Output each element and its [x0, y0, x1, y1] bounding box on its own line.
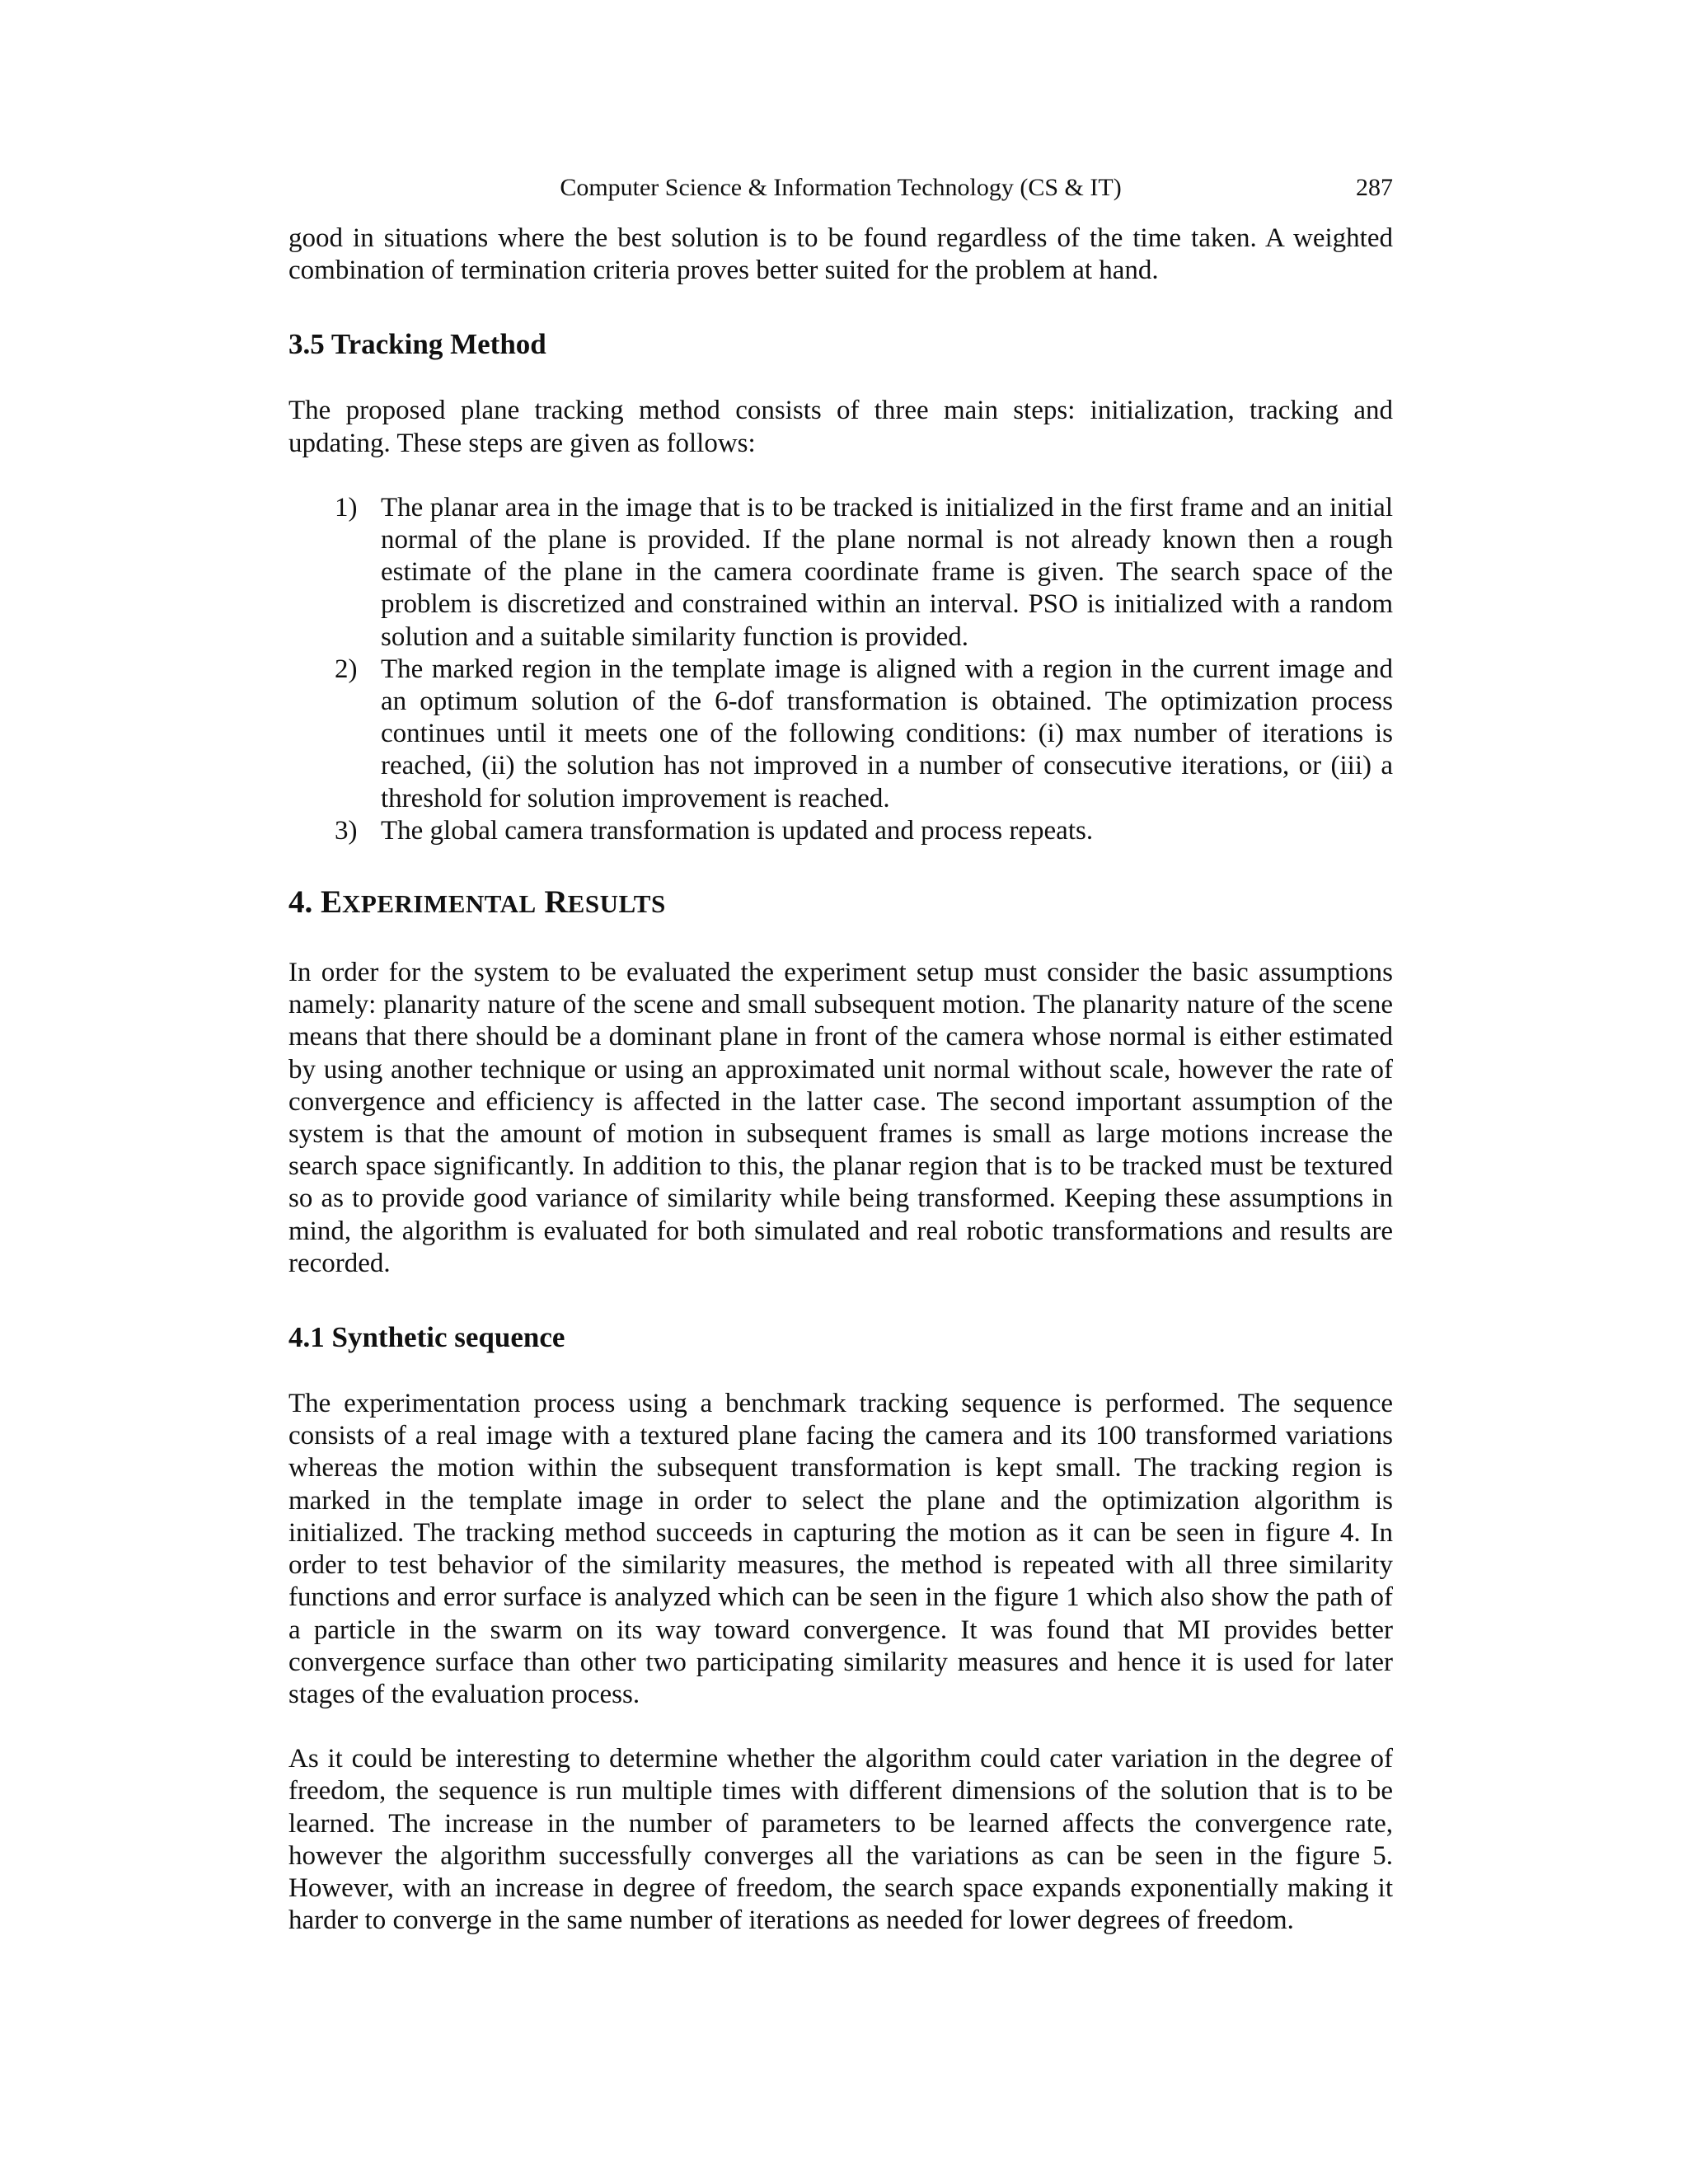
list-item [288, 492, 1393, 654]
list-item-number: 3) [335, 815, 358, 846]
section-4-heading [288, 882, 1393, 925]
section-4-1-heading: 4.1 Synthetic sequence [288, 1321, 565, 1354]
list-item-text: The global camera transformation is updated and process repeats. [381, 815, 1094, 846]
section-4-heading-rest-2: ESULTS [567, 889, 666, 919]
section-3-5-heading: 3.5 Tracking Method [288, 328, 546, 361]
section-4-1-paragraph-2: As it could be interesting to determine whether the algorithm could cater variation in the degree of freedom, the sequence is run multiple times with different dimensions of the solution that is to be learned. The increase in the number of parameters to be learned affects the convergence rate, however the algorithm successfully converges all the variations as can be seen in the figure 5. However, with an increase in degree of freedom, the search space expands exponentially making it harder to converge in the same number of iterations as needed for lower degrees of freedom. [288, 1744, 1393, 1936]
running-header [288, 165, 1393, 211]
list-item-text: The planar area in the image that is to be tracked is initialized in the first frame and an initial normal of the plane is provided. If the plane normal is not already known then a rough estimate of the plane in the camera coordinate frame is given. The search space of the problem is discretized and constrained within an interval. PSO is initialized with a random solution and a suitable similarity function is provided. [381, 492, 1393, 652]
section-4-paragraph: In order for the system to be evaluated the experiment setup must consider the basic assumptions namely: planarity nature of the scene and small subsequent motion. The planarity nature of the scene means that there should be a dominant plane in front of the camera whose normal is either estimated by using another technique or using an approximated unit normal without scale, however the rate of convergence and efficiency is affected in the latter case. The second important assumption of the system is that the amount of motion in subsequent frames is small as large motions increase the search space significantly. In addition to this, the planar region that is to be tracked must be textured so as to provide good variance of similarity while being transformed. Keeping these assumptions in mind, the algorithm is evaluated for both simulated and real robotic transformations and results are recorded. [288, 958, 1393, 1278]
list-item [288, 815, 1393, 847]
section-4-heading-initial-2: R [544, 884, 568, 921]
running-title: Computer Science & Information Technology (CS & IT) [560, 174, 1122, 201]
list-item [288, 654, 1393, 815]
section-4-heading-number: 4. [288, 884, 321, 921]
section-3-5-paragraph: The proposed plane tracking method consists of three main steps: initialization, tracking and updating. These steps are given as follows: [288, 396, 1393, 458]
tracking-steps-list [288, 492, 1393, 847]
list-item-number: 1) [335, 492, 358, 523]
list-item-text: The marked region in the template image is aligned with a region in the current image and an optimum solution of the 6-dof transformation is obtained. The optimization process continues until it meets one of the following conditions: (i) max number of iterations is reached, (ii) the solution has not improved in a number of consecutive iterations, or (iii) a threshold for solution improvement is reached. [381, 654, 1393, 813]
section-4-heading-rest-1: XPERIMENTAL [342, 889, 537, 919]
page-content [288, 165, 1393, 1937]
section-4-1-paragraph-1: The experimentation process using a benchmark tracking sequence is performed. The sequence consists of a real image with a textured plane facing the camera and its 100 transformed variations whereas the motion within the subsequent transformation is kept small. The tracking region is marked in the template image in order to select the plane and the optimization algorithm is initialized. The tracking method succeeds in capturing the motion as it can be seen in figure 4. In order to test behavior of the similarity measures, the method is repeated with all three similarity functions and error surface is analyzed which can be seen in the figure 1 which also show the path of a particle in the swarm on its way toward convergence. It was found that MI provides better convergence surface than other two participating similarity measures and hence it is used for later stages of the evaluation process. [288, 1389, 1393, 1709]
section-4-heading-initial-1: E [321, 884, 343, 921]
intro-paragraph: good in situations where the best solution is to be found regardless of the time taken. A weighted combination of termination criteria proves better suited for the problem at hand. [288, 223, 1393, 286]
page-number: 287 [1356, 174, 1393, 201]
list-item-number: 2) [335, 654, 358, 684]
